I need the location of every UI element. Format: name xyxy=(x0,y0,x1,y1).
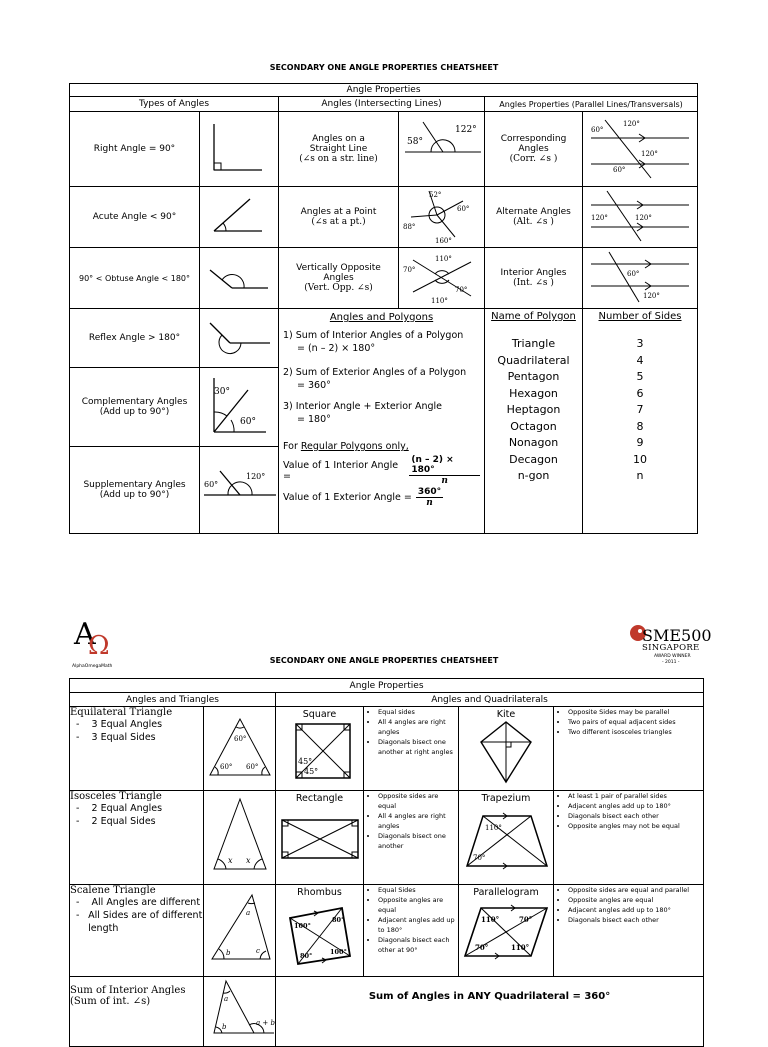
header-quadrilaterals: Angles and Quadrilaterals xyxy=(276,693,704,707)
fig-label: 52° xyxy=(429,191,442,199)
property-item: • Two pairs of equal adjacent sides xyxy=(568,717,703,727)
fig-label: 60° xyxy=(220,763,233,771)
polygon-name-header: Name of Polygon xyxy=(491,311,576,322)
exterior-value-row xyxy=(283,487,480,508)
col-header-intersecting: Angles (Intersecting Lines) xyxy=(279,97,485,112)
svg-text:A: A xyxy=(74,617,96,652)
property-item: • Opposite sides are equal and parallel xyxy=(568,885,703,895)
fig-label: b xyxy=(226,949,231,957)
regular-underlined: Regular Polygons only, xyxy=(300,441,409,452)
exterior-fraction xyxy=(416,487,443,508)
trapezium-properties xyxy=(554,791,704,885)
supplementary-angles-icon xyxy=(200,447,279,530)
polygon-sides: 6 xyxy=(636,386,644,400)
type-obtuse-angle: 90° < Obtuse Angle < 180° xyxy=(70,248,200,309)
fig-label: 160° xyxy=(435,237,452,244)
vert-opp-abbr: (Vert. Opp. ∠s) xyxy=(304,283,373,293)
corresponding-cell xyxy=(485,112,583,187)
equilateral-triangle-icon xyxy=(204,707,276,787)
interior-cell xyxy=(485,248,583,309)
alpha-omega-icon xyxy=(72,614,124,660)
fig-label: 110° xyxy=(481,915,500,924)
property-item: • At least 1 pair of parallel sides xyxy=(568,791,703,801)
scalene-triangle-icon xyxy=(204,885,276,973)
fig-label: 60° xyxy=(591,126,604,134)
quad-sum-statement: Sum of Angles in ANY Quadrilateral = 360° xyxy=(276,977,704,1047)
kite-properties xyxy=(554,707,704,791)
kite-cell xyxy=(459,707,554,791)
polygon-name: Hexagon xyxy=(509,386,558,400)
polygon-name: Decagon xyxy=(509,452,558,466)
polygon-sides: 9 xyxy=(636,436,644,449)
fig-label: a + b xyxy=(256,1019,275,1027)
fig-label: b xyxy=(222,1023,227,1031)
sum-interior-figure xyxy=(204,977,276,1047)
polygon-sides-list xyxy=(583,336,697,485)
polygon-sides: 7 xyxy=(636,403,644,416)
rhombus-properties xyxy=(364,885,459,977)
property-item: • All 4 angles are right angles xyxy=(378,717,458,737)
polygon-name: Octagon xyxy=(510,419,557,433)
regular-polygons-note xyxy=(283,440,480,453)
obtuse-angle-icon xyxy=(200,248,279,305)
polygon-name: Quadrilateral xyxy=(497,353,570,367)
alternate-abbr: (Alt. ∠s ) xyxy=(513,217,554,227)
supplementary-sub: (Add up to 90°) xyxy=(99,490,170,500)
supplementary-figure xyxy=(200,447,279,534)
polygon-name: Pentagon xyxy=(507,370,560,383)
type-right-angle: Right Angle = 90° xyxy=(70,112,200,187)
polygon-name: Heptagon xyxy=(506,403,561,416)
polygon-sides: 5 xyxy=(636,370,644,383)
polygon-sides-header: Number of Sides xyxy=(598,311,682,322)
property-item: • Diagonals bisect one another at right angles xyxy=(378,737,458,757)
angles-at-point-abbr: (∠s at a pt.) xyxy=(311,217,366,227)
fig-label: 120° xyxy=(643,292,660,300)
point: - 2 Equal Sides xyxy=(76,816,156,827)
isosceles-name: Isosceles Triangle xyxy=(70,791,162,802)
parallelogram-bullets xyxy=(554,885,703,925)
fig-label: 70° xyxy=(473,854,486,862)
fig-label: 110° xyxy=(511,943,530,952)
fig-label: 120° xyxy=(246,472,266,481)
corresponding-abbr: (Corr. ∠s ) xyxy=(509,154,558,164)
scalene-cell xyxy=(70,885,204,977)
fig-label: 58° xyxy=(407,137,423,147)
exterior-denominator: n xyxy=(426,498,433,508)
type-acute-angle: Acute Angle < 90° xyxy=(70,187,200,248)
obtuse-angle-figure xyxy=(200,248,279,309)
polygon-sides: 10 xyxy=(633,452,648,466)
polygon-names-cell xyxy=(485,309,583,534)
rectangle-properties xyxy=(364,791,459,885)
polygon-rules-cell xyxy=(279,309,485,534)
alternate-figure xyxy=(583,187,698,248)
logo-left-caption: AlphaOmegaMath xyxy=(72,664,113,669)
fig-label: 60° xyxy=(246,763,259,771)
complementary-sub: (Add up to 90°) xyxy=(99,407,170,417)
property-item: • Adjacent angles add up to 180° xyxy=(378,915,458,935)
interior-figure xyxy=(583,248,698,309)
type-reflex-angle: Reflex Angle > 180° xyxy=(70,309,200,368)
equilateral-figure xyxy=(204,707,276,791)
kite-bullets xyxy=(554,707,703,737)
col-header-types: Types of Angles xyxy=(70,97,279,112)
square-icon xyxy=(276,720,364,782)
straight-line-abbr: (∠s on a str. line) xyxy=(299,154,378,164)
straight-line-label: Angles on a Straight Line xyxy=(309,134,368,154)
rectangle-icon xyxy=(276,804,364,870)
interior-value-row xyxy=(283,455,480,486)
page2-table xyxy=(69,678,704,1047)
supplementary-cell xyxy=(70,447,200,534)
property-item: • Equal sides xyxy=(378,707,458,717)
square-bullets xyxy=(364,707,458,757)
fig-label: a xyxy=(246,909,251,917)
alternate-label: Alternate Angles xyxy=(496,207,571,217)
straight-line-figure xyxy=(399,112,485,187)
complementary-cell xyxy=(70,368,200,447)
fig-label: 60° xyxy=(627,270,640,278)
award-text: AWARD WINNER xyxy=(654,654,691,659)
fig-label: 120° xyxy=(591,214,608,222)
property-item: • Opposite angles are equal xyxy=(378,895,458,915)
right-angle-icon xyxy=(200,112,279,183)
fig-label: 100° xyxy=(330,948,347,956)
angles-at-point-cell xyxy=(279,187,399,248)
fig-label: 70° xyxy=(475,943,489,952)
sum-interior-cell xyxy=(70,977,204,1047)
sme500-logo xyxy=(628,624,712,676)
rule-3-formula: = 180° xyxy=(297,414,331,425)
angles-at-point-icon xyxy=(399,187,485,244)
complementary-angles-icon xyxy=(200,368,279,443)
straight-line-cell xyxy=(279,112,399,187)
isosceles-cell xyxy=(70,791,204,885)
property-item: • Opposite angles may not be equal xyxy=(568,821,703,831)
interior-fraction xyxy=(409,455,480,486)
polygon-sides: 4 xyxy=(636,353,644,367)
alpha-omega-logo xyxy=(72,614,124,674)
page1-table xyxy=(69,83,698,534)
corresponding-angles-icon xyxy=(583,112,698,183)
polygon-name-list xyxy=(485,336,582,485)
interior-value-label: Value of 1 Interior Angle = xyxy=(283,459,399,482)
acute-angle-figure xyxy=(200,187,279,248)
fig-label: 45° xyxy=(298,757,313,766)
fig-label: 110° xyxy=(431,297,448,305)
header-triangles: Angles and Triangles xyxy=(70,693,276,707)
trapezium-icon xyxy=(459,804,554,874)
rule-2: 2) Sum of Exterior Angles of a Polygon xyxy=(283,367,467,378)
scalene-name: Scalene Triangle xyxy=(70,885,156,896)
rhombus-bullets xyxy=(364,885,458,955)
fig-label: x xyxy=(246,856,251,865)
svg-text:Ω: Ω xyxy=(88,631,110,660)
rectangle-cell xyxy=(276,791,364,885)
regular-prefix: For xyxy=(283,441,301,452)
square-cell xyxy=(276,707,364,791)
point: - All Sides are of different length xyxy=(76,910,203,934)
corresponding-label: Corresponding Angles xyxy=(500,134,567,154)
parallelogram-name: Parallelogram xyxy=(473,887,539,898)
rule-1: 1) Sum of Interior Angles of a Polygon xyxy=(283,330,464,341)
complementary-label: Complementary Angles xyxy=(81,397,188,407)
fig-label: 60° xyxy=(613,166,626,174)
exterior-angle-triangle-icon xyxy=(204,977,276,1043)
fig-label: 70° xyxy=(403,266,416,274)
parallelogram-properties xyxy=(554,885,704,977)
fig-label: 60° xyxy=(234,735,247,743)
parallelogram-icon xyxy=(459,898,554,968)
fig-label: 70° xyxy=(519,915,533,924)
scalene-figure xyxy=(204,885,276,977)
polygon-name: Triangle xyxy=(511,337,556,350)
fig-label: 60° xyxy=(240,417,256,427)
fig-label: 100° xyxy=(294,922,311,930)
fig-label: 88° xyxy=(403,223,416,231)
rhombus-name: Rhombus xyxy=(297,887,342,898)
fig-label: 60° xyxy=(204,480,219,489)
reflex-angle-figure xyxy=(200,309,279,368)
point: - 2 Equal Angles xyxy=(76,803,163,814)
interior-denominator: n xyxy=(441,476,448,486)
alternate-cell xyxy=(485,187,583,248)
fig-label: 120° xyxy=(641,150,658,158)
fig-label: 120° xyxy=(623,120,640,128)
property-item: • Diagonals bisect each other at 90° xyxy=(378,935,458,955)
trapezium-bullets xyxy=(554,791,703,831)
property-item: • Opposite angles are equal xyxy=(568,895,703,905)
polygon-sides: n xyxy=(636,469,644,482)
sum-interior-abbr: (Sum of int. ∠s) xyxy=(70,996,151,1007)
rhombus-icon xyxy=(276,898,364,968)
angles-at-point-label: Angles at a Point xyxy=(300,207,377,217)
square-properties xyxy=(364,707,459,791)
parallelogram-cell xyxy=(459,885,554,977)
sum-interior-label: Sum of Interior Angles xyxy=(70,985,186,996)
point: - 3 Equal Angles xyxy=(76,719,163,730)
property-item: • Diagonals bisect each other xyxy=(568,915,703,925)
property-item: • Diagonals bisect each other xyxy=(568,811,703,821)
straight-line-angles-icon xyxy=(399,112,485,183)
interior-angles-icon xyxy=(583,248,698,305)
section-title: Angle Properties xyxy=(70,84,698,97)
fig-label: 110° xyxy=(435,255,452,263)
polygon-name: n-gon xyxy=(517,469,550,482)
right-angle-figure xyxy=(200,112,279,187)
reflex-angle-icon xyxy=(200,309,279,364)
trapezium-name: Trapezium xyxy=(481,793,531,804)
fig-label: 122° xyxy=(455,125,477,135)
rule-1-formula: = (n – 2) × 180° xyxy=(297,343,376,354)
complementary-figure xyxy=(200,368,279,447)
property-item: • Diagonals bisect one another xyxy=(378,831,458,851)
polygon-sides: 3 xyxy=(636,337,644,350)
fig-label: 110° xyxy=(485,824,502,832)
col-header-parallel: Angles Properties (Parallel Lines/Transversals) xyxy=(485,97,698,112)
exterior-numerator: 360° xyxy=(417,487,442,497)
angles-at-point-figure xyxy=(399,187,485,248)
page2-title: SECONDARY ONE ANGLE PROPERTIES CHEATSHEET xyxy=(269,656,499,665)
interior-numerator: (n – 2) × 180° xyxy=(409,455,480,476)
fig-label: 80° xyxy=(332,916,345,924)
rhombus-cell xyxy=(276,885,364,977)
equilateral-cell xyxy=(70,707,204,791)
alternate-angles-icon xyxy=(583,187,698,244)
square-name: Square xyxy=(302,709,337,720)
property-item: • Two different isosceles triangles xyxy=(568,727,703,737)
property-item: • Adjacent angles add up to 180° xyxy=(568,905,703,915)
fig-label: c xyxy=(256,947,260,955)
page1-title: SECONDARY ONE ANGLE PROPERTIES CHEATSHEET xyxy=(269,63,499,72)
isosceles-triangle-icon xyxy=(204,791,276,881)
interior-label: Interior Angles xyxy=(500,268,567,278)
corresponding-figure xyxy=(583,112,698,187)
exterior-value-label: Value of 1 Exterior Angle = xyxy=(283,492,412,503)
isosceles-points xyxy=(70,802,203,828)
rule-2-formula: = 360° xyxy=(297,380,331,391)
kite-icon xyxy=(459,720,554,784)
scalene-points xyxy=(70,896,203,935)
fig-label: 60° xyxy=(457,205,470,213)
property-item: • Adjacent angles add up to 180° xyxy=(568,801,703,811)
polygons-heading: Angles and Polygons xyxy=(329,312,434,323)
fig-label: 80° xyxy=(300,952,313,960)
property-item: • Equal Sides xyxy=(378,885,458,895)
section-title-2: Angle Properties xyxy=(70,679,704,693)
fig-label: 120° xyxy=(635,214,652,222)
isosceles-figure xyxy=(204,791,276,885)
vert-opp-figure xyxy=(399,248,485,309)
property-item: • All 4 angles are right angles xyxy=(378,811,458,831)
rectangle-name: Rectangle xyxy=(295,793,344,804)
acute-angle-icon xyxy=(200,187,279,244)
vertically-opposite-icon xyxy=(399,248,485,305)
polygon-name: Nonagon xyxy=(508,436,559,449)
fig-label: 70° xyxy=(455,286,468,294)
trapezium-cell xyxy=(459,791,554,885)
fig-label: 30° xyxy=(214,387,230,397)
rectangle-bullets xyxy=(364,791,458,851)
singapore-text: SINGAPORE xyxy=(642,643,700,653)
polygon-sides: 8 xyxy=(636,419,644,433)
supplementary-label: Supplementary Angles xyxy=(83,480,186,490)
equilateral-points xyxy=(70,718,203,744)
equilateral-name: Equilateral Triangle xyxy=(70,707,173,718)
fig-label: 45° xyxy=(304,767,319,776)
interior-abbr: (Int. ∠s ) xyxy=(513,278,554,288)
award-year: - 2011 - xyxy=(662,660,680,665)
fig-label: x xyxy=(228,856,233,865)
property-item: • Opposite sides are equal xyxy=(378,791,458,811)
kite-name: Kite xyxy=(496,709,516,720)
fig-label: a xyxy=(224,995,229,1003)
property-item: • Opposite Sides may be parallel xyxy=(568,707,703,717)
vert-opp-cell xyxy=(279,248,399,309)
point: - All Angles are different xyxy=(76,897,201,908)
point: - 3 Equal Sides xyxy=(76,732,156,743)
rule-3: 3) Interior Angle + Exterior Angle xyxy=(283,401,442,412)
sme500-text: SME500 xyxy=(642,626,712,645)
vert-opp-label: Vertically Opposite Angles xyxy=(296,263,381,283)
polygon-sides-cell xyxy=(583,309,698,534)
